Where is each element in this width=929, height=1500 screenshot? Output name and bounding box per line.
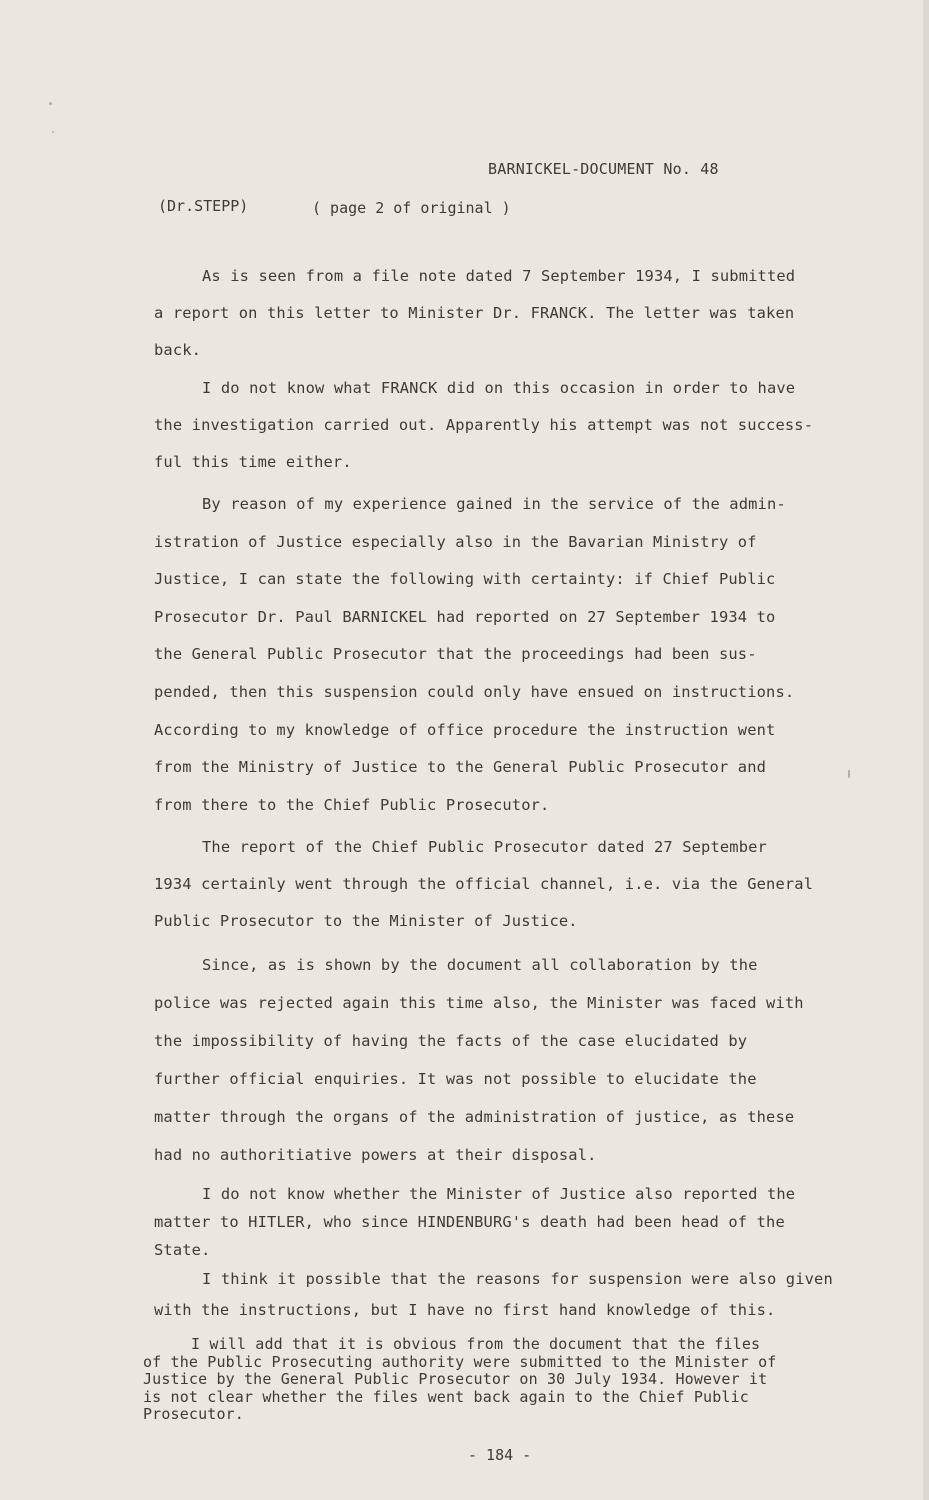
- text-line: the impossibility of having the facts of the case elucidated by: [154, 1032, 748, 1050]
- text-line: As is seen from a file note dated 7 September 1934, I submitted: [202, 267, 796, 285]
- text-line: I will add that it is obvious from the document that the files: [191, 1335, 761, 1353]
- paper-speck: [848, 770, 850, 778]
- page-number: - 184 -: [468, 1446, 532, 1464]
- paragraph-1: [154, 258, 844, 369]
- text-line: had no authoritiative powers at their disposal.: [154, 1146, 597, 1164]
- page-note: ( page 2 of original ): [312, 199, 511, 217]
- text-line: Justice by the General Public Prosecutor on 30 July 1934. However it: [143, 1370, 768, 1388]
- text-line: police was rejected again this time also, the Minister was faced with: [154, 994, 804, 1012]
- text-line: I do not know what FRANCK did on this occasion in order to have: [202, 379, 796, 397]
- text-line: back.: [154, 341, 202, 359]
- text-line: I think it possible that the reasons for suspension were also given: [202, 1270, 833, 1288]
- text-line: from there to the Chief Public Prosecutor.: [154, 795, 550, 814]
- text-line: State.: [154, 1241, 211, 1259]
- text-line: istration of Justice especially also in the Bavarian Ministry of: [154, 532, 757, 551]
- text-line: Public Prosecutor to the Minister of Justice.: [154, 912, 578, 930]
- author-label: (Dr.STEPP): [158, 197, 249, 215]
- text-line: Prosecutor Dr. Paul BARNICKEL had reported on 27 September 1934 to: [154, 607, 776, 626]
- text-line: a report on this letter to Minister Dr. FRANCK. The letter was taken: [154, 304, 795, 322]
- text-line: Prosecutor.: [143, 1405, 244, 1423]
- text-line: of the Public Prosecuting authority were submitted to the Minister of: [143, 1352, 777, 1371]
- paper-speck: [52, 131, 54, 133]
- text-line: the General Public Prosecutor that the proceedings had been sus-: [154, 645, 757, 664]
- text-line: I do not know whether the Minister of Justice also reported the: [202, 1185, 796, 1203]
- text-line: Justice, I can state the following with certainty: if Chief Public: [154, 570, 776, 589]
- paragraph-2: [154, 370, 844, 481]
- paragraph-8: [143, 1336, 833, 1424]
- document-reference: BARNICKEL-DOCUMENT No. 48: [488, 160, 719, 178]
- text-line: ful this time either.: [154, 453, 352, 471]
- text-line: According to my knowledge of office procedure the instruction went: [154, 720, 776, 739]
- text-line: The report of the Chief Public Prosecutor dated 27 September: [202, 838, 767, 856]
- text-line: pended, then this suspension could only have ensued on instructions.: [154, 682, 795, 701]
- text-line: from the Ministry of Justice to the General Public Prosecutor and: [154, 758, 767, 777]
- paragraph-5: [154, 946, 844, 1174]
- paragraph-4: [154, 829, 844, 940]
- text-line: is not clear whether the files went back again to the Chief Public: [143, 1387, 749, 1406]
- page-edge-shadow: [923, 0, 929, 1500]
- text-line: matter to HITLER, who since HINDENBURG's death had been head of the: [154, 1213, 785, 1231]
- text-line: with the instructions, but I have no first hand knowledge of this.: [154, 1301, 776, 1319]
- paragraph-6: [154, 1180, 844, 1264]
- paper-speck: [49, 102, 52, 105]
- text-line: further official enquiries. It was not possible to elucidate the: [154, 1070, 757, 1088]
- text-line: matter through the organs of the administration of justice, as these: [154, 1108, 795, 1126]
- paragraph-3: [154, 486, 844, 824]
- text-line: Since, as is shown by the document all collaboration by the: [202, 956, 758, 974]
- paragraph-7: [154, 1264, 844, 1326]
- text-line: By reason of my experience gained in the service of the admin-: [202, 495, 786, 513]
- text-line: the investigation carried out. Apparently his attempt was not success-: [154, 416, 814, 434]
- text-line: 1934 certainly went through the official channel, i.e. via the General: [154, 875, 814, 893]
